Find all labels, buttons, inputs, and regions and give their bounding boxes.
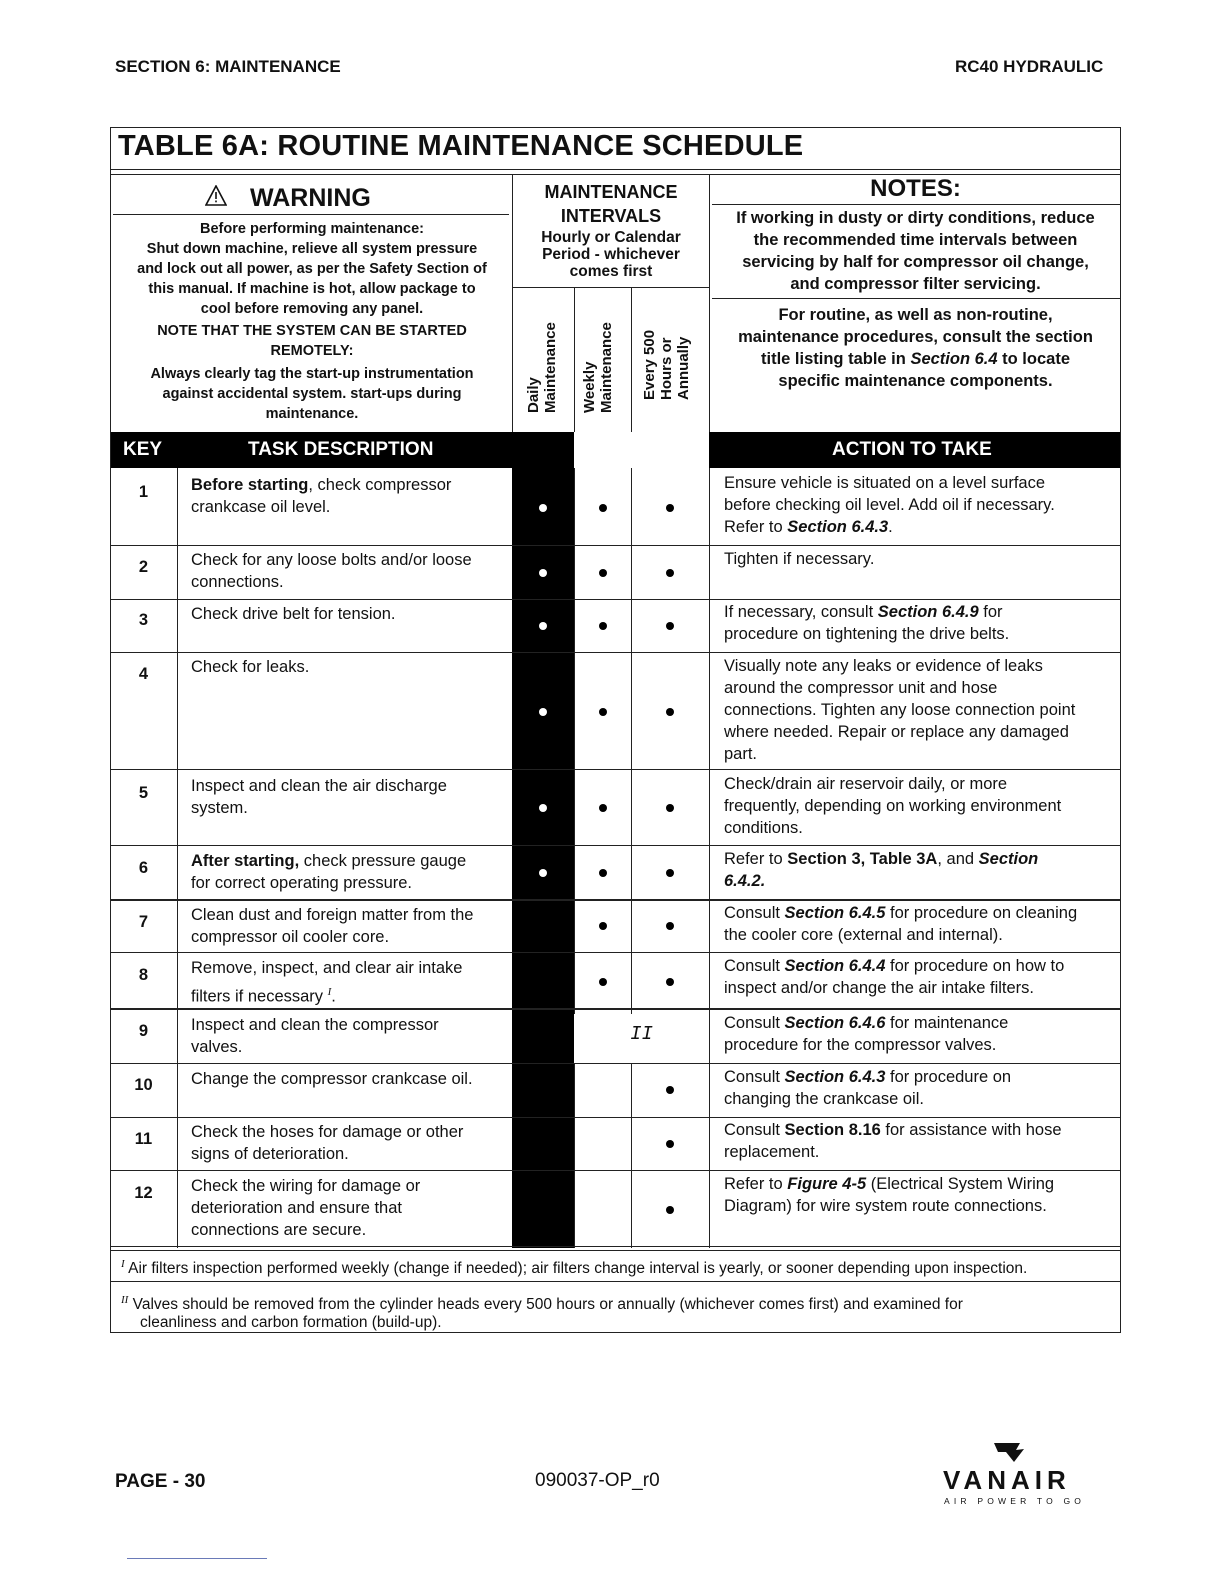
row-task: Before starting, check compressor crankcase oil level.: [191, 476, 452, 516]
dot-500h: [666, 569, 674, 577]
notes-title: NOTES:: [870, 175, 961, 202]
col-weekly-label: Weekly Maintenance: [581, 322, 615, 413]
dot-daily: [539, 622, 547, 630]
row-key: 1: [138, 483, 149, 501]
section-header: SECTION 6: MAINTENANCE: [115, 57, 341, 76]
dot-weekly: [599, 569, 607, 577]
warning-title: WARNING: [250, 184, 371, 212]
dot-500h: [666, 1086, 674, 1094]
table-title: TABLE 6A: ROUTINE MAINTENANCE SCHEDULE: [118, 130, 804, 162]
brand-tagline: AIR POWER TO GO: [944, 1496, 1086, 1506]
dot-weekly: [599, 922, 607, 930]
key-column-header: KEY: [123, 439, 163, 460]
dot-daily: [539, 708, 547, 716]
intervals-title: MAINTENANCE INTERVALS: [544, 182, 678, 226]
dot-weekly: [599, 869, 607, 877]
dot-weekly: [599, 708, 607, 716]
model-header: RC40 HYDRAULIC: [955, 57, 1104, 76]
daily-column-shade: [512, 432, 574, 1248]
note-procedures: For routine, as well as non-routine, maintenance procedures, consult the section title listing table in Section 6.4 to locate specific maintenance components.: [738, 306, 1093, 390]
dot-500h: [666, 869, 674, 877]
interval-note-marker: II: [630, 1023, 653, 1045]
dot-500h: [666, 622, 674, 630]
vanair-logo-icon: [992, 1440, 1026, 1464]
warning-triangle-icon: [205, 185, 227, 207]
dot-500h: [666, 804, 674, 812]
page-number: PAGE - 30: [115, 1471, 206, 1492]
dot-daily: [539, 804, 547, 812]
task-column-header: TASK DESCRIPTION: [248, 439, 434, 460]
action-column-header: ACTION TO TAKE: [832, 439, 992, 460]
row-action: Ensure vehicle is situated on a level surface before checking oil level. Add oil if necessary. Refer to Section 6.4.3.: [724, 474, 1055, 536]
dot-daily: [539, 869, 547, 877]
dot-weekly: [599, 978, 607, 986]
dot-500h: [666, 978, 674, 986]
dot-daily: [539, 504, 547, 512]
dot-500h: [666, 922, 674, 930]
dot-daily: [539, 569, 547, 577]
dot-500h: [666, 504, 674, 512]
warning-text: Before performing maintenance: Shut down machine, relieve all system pressure and lock out all power, as per the Safety Section of this manual. If machine is hot, allow package to cool before removing any panel. NOTE THAT THE SYSTEM CAN BE STARTED REMOTELY: Always clearly tag the start-up instrumentation against accidental system. start-ups during maintenance.: [137, 221, 487, 422]
intervals-subtitle: Hourly or Calendar Period - whichever comes first: [541, 229, 681, 280]
dot-500h: [666, 708, 674, 716]
footnote-1: $^I$ Air filters inspection performed weekly (change if needed); air filters change interval is yearly, or sooner depending upon inspection.: [121, 1258, 1028, 1278]
dot-weekly: [599, 504, 607, 512]
footnote-2: $^{II}$ Valves should be removed from the cylinder heads every 500 hours or annually (whichever comes first) and examined for cleanliness and carbon formation (build-up).: [121, 1294, 963, 1332]
dot-weekly: [599, 804, 607, 812]
dot-500h: [666, 1140, 674, 1148]
note-dusty: If working in dusty or dirty conditions, reduce the recommended time intervals between servicing by half for compressor oil change, and compressor filter servicing.: [736, 209, 1095, 293]
col-500h-label: Every 500 Hours or Annually: [641, 329, 692, 400]
brand-logo: VANAIR: [943, 1465, 1071, 1495]
dot-500h: [666, 1206, 674, 1214]
document-number: 090037-OP_r0: [535, 1470, 660, 1491]
dot-weekly: [599, 622, 607, 630]
scan-divider: [127, 1558, 267, 1559]
col-daily-label: Daily Maintenance: [525, 322, 559, 413]
